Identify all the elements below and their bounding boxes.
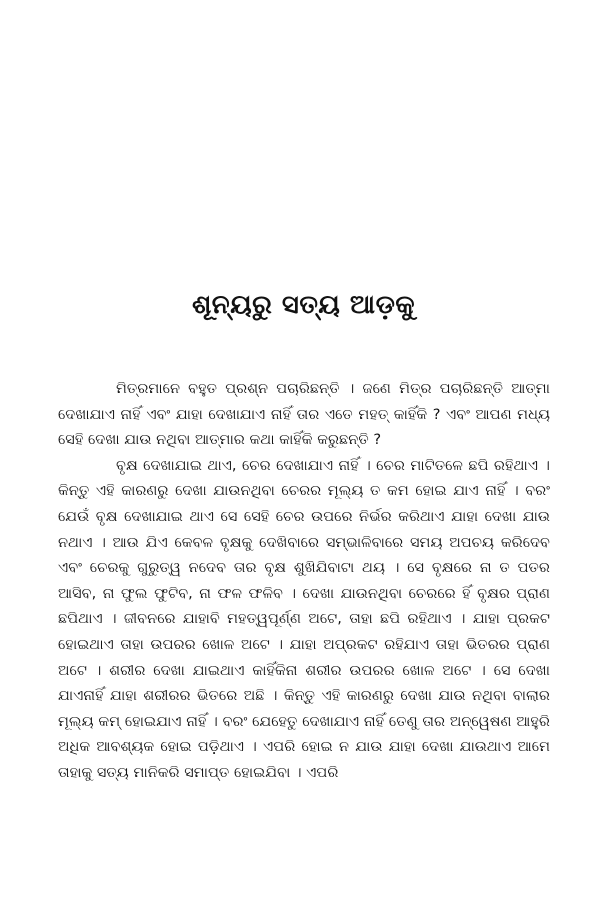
paragraph: ବୃକ୍ଷ ଦେଖାଯାଇ ଥାଏ, ଚେର ଦେଖାଯାଏ ନାହିଁ । ଚେର ମାଟିତଳେ ଛପି ରହିଥାଏ । କିନ୍ତୁ ଏହି କାରଣରୁ ଦେଖା ଯାଉନଥିବା ଚେରର ମୂଲ୍ୟ ତ କମ ହୋଇ ଯାଏ ନାହିଁ । ବରଂ ଯେଉଁ ବୃକ୍ଷ ଦେଖାଯାଇ ଥାଏ ସେ ସେହି ଚେର ଉପରେ ନିର୍ଭର କରିଥାଏ ଯାହା ଦେଖା ଯାଉ ନଥାଏ । ଆଉ ଯିଏ କେବଳ ବୃକ୍ଷକୁ ଦେଖିବାରେ ସମ୍ଭାଳିବାରେ ସମୟ ଅପଚୟ କରିଦେବ ଏବଂ ଚେରକୁ ଗୁରୁତ୍ୱ ନଦେବ ତାର ବୃକ୍ଷ ଶୁଖିଯିବାଟା ଥୟ । ସେ ବୃକ୍ଷରେ ନା ତ ପତର ଆସିବ, ନା ଫୁଲ ଫୁଟିବ, ନା ଫଳ ଫଳିବ । ଦେଖା ଯାଉନଥିବା ଚେରରେ ହିଁ ବୃକ୍ଷର ପ୍ରାଣ ଛପିଥାଏ । ଜୀବନରେ ଯାହାବି ମହତ୍ୱପୂର୍ଣ୍ଣ ଅଟେ, ତାହା ଛପି ରହିଥାଏ । ଯାହା ପ୍ରକଟ ହୋଇଥାଏ ତାହା ଉପରର ଖୋଳ ଅଟେ । ଯାହା ଅପ୍ରକଟ ରହିଯାଏ ତାହା ଭିତରର ପ୍ରାଣ ଅଟେ । ଶରୀର ଦେଖା ଯାଇଥାଏ କାହିଁକିନା ଶରୀର ଉପରର ଖୋଳ ଅଟେ । ସେ ଦେଖା ଯାଏନାହିଁ ଯାହା ଶରୀରର ଭିତରେ ଅଛି । କିନ୍ତୁ ଏହି କାରଣରୁ ଦେଖା ଯାଉ ନଥିବା ବାଲାର ମୂଲ୍ୟ କମ୍ ହୋଇଯାଏ ନାହିଁ । ବରଂ ଯେହେତୁ ଦେଖାଯାଏ ନାହିଁ ତେଣୁ ତାର ଅନ୍ୱେଷଣ ଆହୁରି ଅଧିକ ଆବଶ୍ୟକ ହୋଇ ପଡ଼ିଥାଏ । ଏପରି ହୋଇ ନ ଯାଉ ଯାହା ଦେଖା ଯାଉଥାଏ ଆମେ ତାହାକୁ ସତ୍ୟ ମାନିକରି ସମାପ୍ତ ହୋଇଯିବା । ଏପରି [58, 456, 550, 781]
paragraph: ମିତ୍ରମାନେ ବହୁତ ପ୍ରଶ୍ନ ପଚାରିଛନ୍ତି । ଜଣେ ମିତ୍ର ପଚାରିଛନ୍ତି ଆତ୍ମା ଦେଖାଯାଏ ନାହିଁ ଏବଂ ଯାହା ଦେଖାଯାଏ ନାହିଁ ତାର ଏତେ ମହତ୍ କାହିଁକି ? ଏବଂ ଆପଣ ମଧ୍ୟ ସେହି ଦେଖା ଯାଉ ନଥିବା ଆତ୍ମାର କଥା କାହିଁକି କରୁଛନ୍ତି ? [58, 380, 550, 449]
body-text [58, 376, 550, 786]
chapter-title: ଶୂନ୍ୟରୁ ସତ୍ୟ ଆଡ଼କୁ [191, 290, 416, 320]
